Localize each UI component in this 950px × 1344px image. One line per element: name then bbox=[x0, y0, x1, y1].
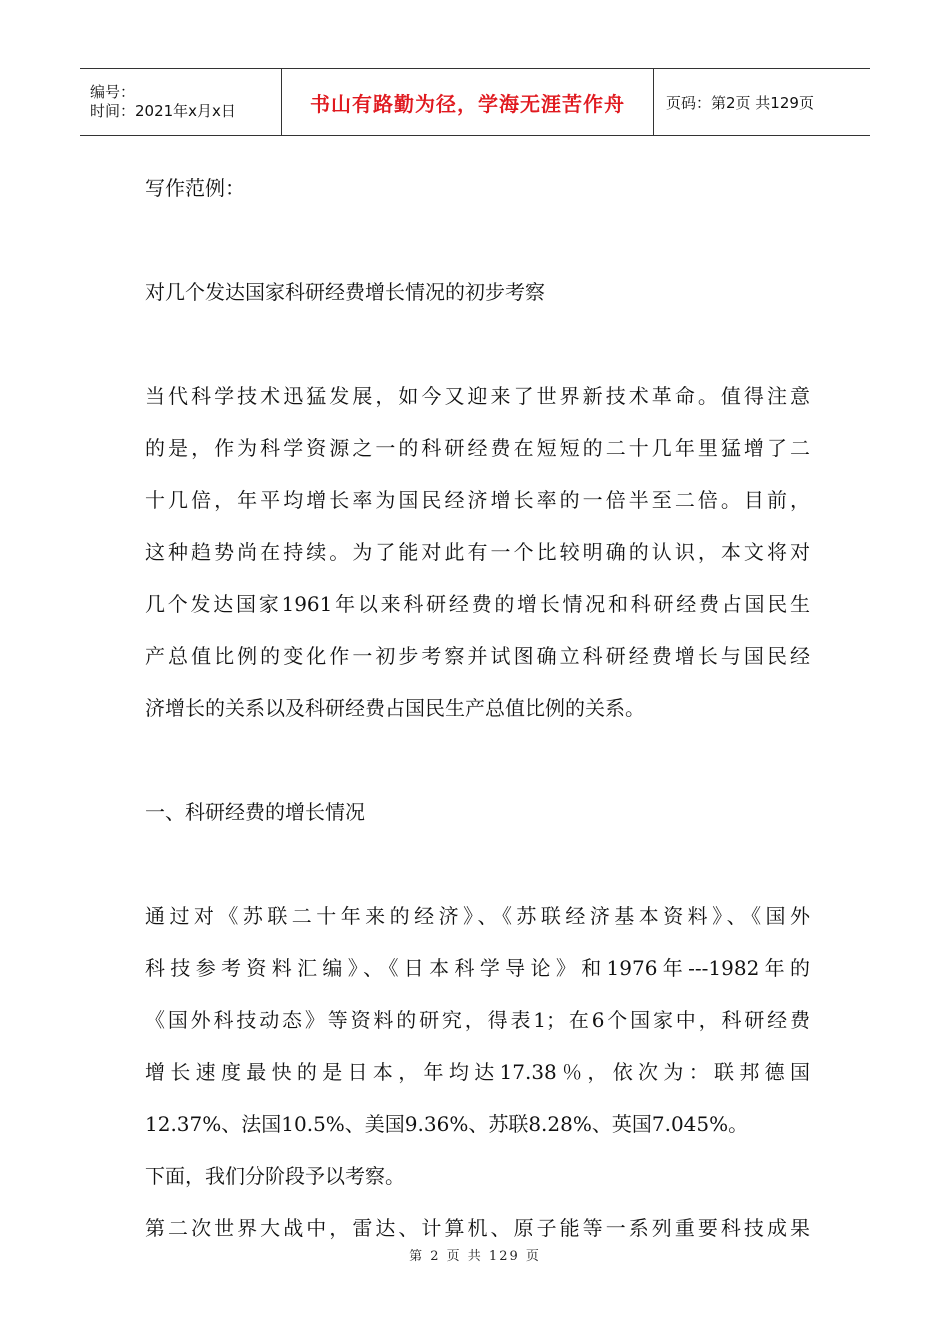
section-heading: 一、科研经费的增长情况 bbox=[145, 800, 365, 824]
paragraph-line: 增长速度最快的是日本，年均达17.38％，依次为：联邦德国 bbox=[145, 1060, 810, 1084]
spacer bbox=[145, 214, 810, 266]
paragraph-line: 科技参考资料汇编》、《日本科学导论》和1976年---1982年的 bbox=[145, 956, 810, 980]
spacer bbox=[145, 318, 810, 370]
document-date-label: 时间：2021年x月x日 bbox=[90, 102, 236, 120]
header-page-info: 页码：第2页 共129页 bbox=[666, 93, 814, 112]
header-page-cell bbox=[654, 69, 870, 135]
paragraph-line: 几个发达国家1961年以来科研经费的增长情况和科研经费占国民生 bbox=[145, 592, 810, 616]
header-motto: 书山有路勤为径，学海无涯苦作舟 bbox=[310, 91, 625, 116]
paragraph-line: 12.37%、法国10.5%、美国9.36%、苏联8.28%、英国7.045%。 bbox=[145, 1112, 749, 1136]
paragraph-4: 第二次世界大战中，雷达、计算机、原子能等一系列重要科技成果 bbox=[145, 1216, 810, 1240]
paragraph-1 bbox=[145, 370, 810, 734]
page-footer: 第 2 页 共 129 页 bbox=[409, 1249, 541, 1264]
document-header bbox=[80, 68, 870, 136]
spacer bbox=[145, 734, 810, 786]
paragraph-line: 产总值比例的变化作一初步考察并试图确立科研经费增长与国民经 bbox=[145, 644, 810, 668]
paragraph-2 bbox=[145, 890, 810, 1150]
document-body bbox=[145, 162, 810, 1254]
header-meta-cell bbox=[80, 69, 282, 135]
document-number-label: 编号： bbox=[90, 83, 136, 101]
section-intro: 写作范例： bbox=[145, 176, 245, 200]
spacer bbox=[145, 838, 810, 890]
paragraph-3: 下面，我们分阶段予以考察。 bbox=[145, 1164, 405, 1188]
paragraph-line: 十几倍，年平均增长率为国民经济增长率的一倍半至二倍。目前， bbox=[145, 488, 810, 512]
paragraph-line: 济增长的关系以及科研经费占国民生产总值比例的关系。 bbox=[145, 696, 645, 720]
header-motto-cell bbox=[282, 69, 654, 135]
paragraph-line: 这种趋势尚在持续。为了能对此有一个比较明确的认识，本文将对 bbox=[145, 540, 810, 564]
paragraph-line: 当代科学技术迅猛发展，如今又迎来了世界新技术革命。值得注意 bbox=[145, 384, 810, 408]
paragraph-line: 《国外科技动态》等资料的研究，得表1；在6个国家中，科研经费 bbox=[145, 1008, 810, 1032]
article-title: 对几个发达国家科研经费增长情况的初步考察 bbox=[145, 280, 545, 304]
paragraph-line: 通过对《苏联二十年来的经济》、《苏联经济基本资料》、《国外 bbox=[145, 904, 810, 928]
paragraph-line: 的是，作为科学资源之一的科研经费在短短的二十几年里猛增了二 bbox=[145, 436, 810, 460]
